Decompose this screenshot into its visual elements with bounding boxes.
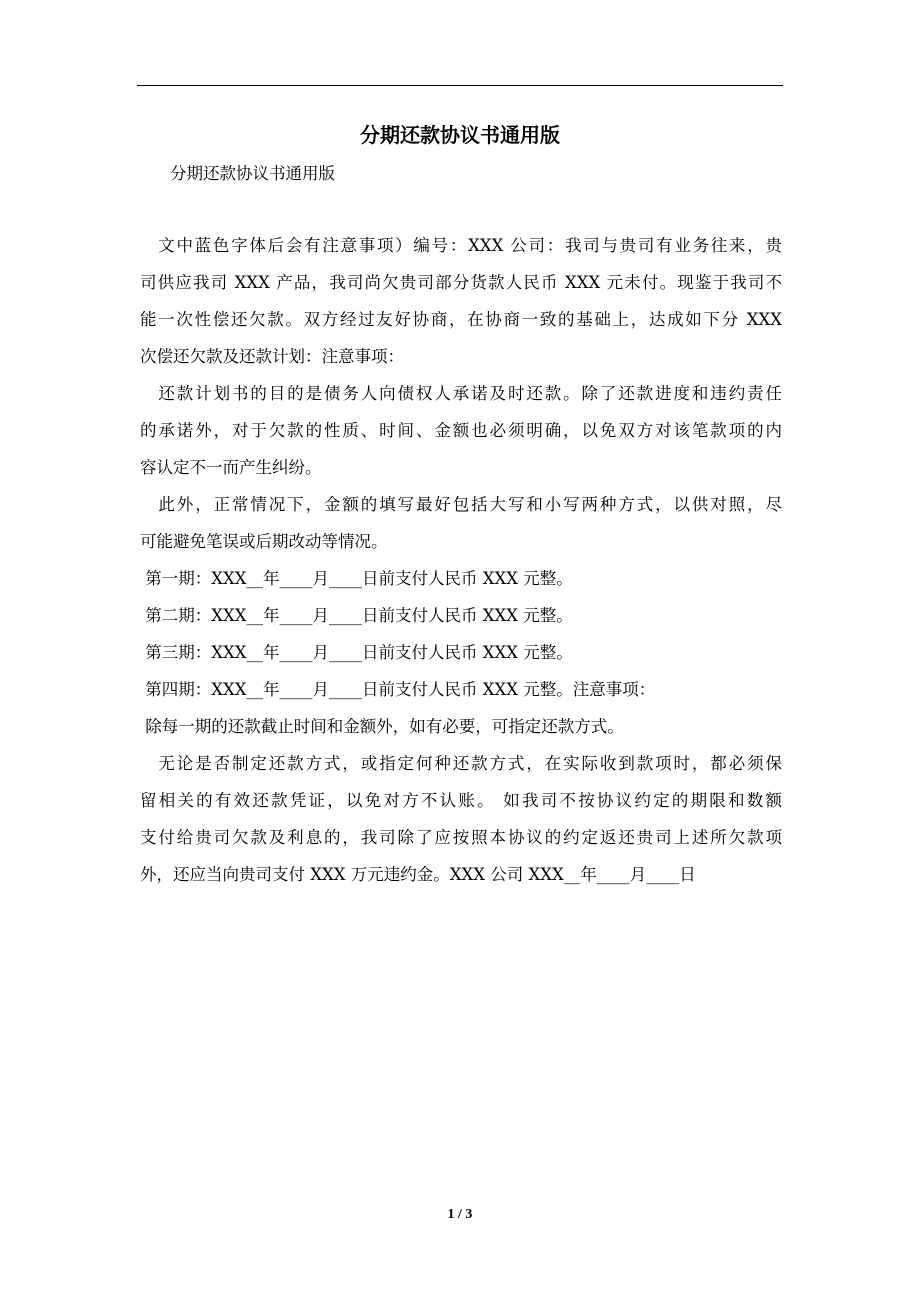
body-line: 还款计划书的目的是债务人向债权人承诺及时还款。除了还款进度和违约责任 [140,384,782,403]
document-body [140,227,782,893]
body-line: 支付给贵司欠款及利息的，我司除了应按照本协议的约定返还贵司上述所欠款项 [140,828,782,847]
page-number: 1 / 3 [447,1207,473,1222]
body-line: 容认定不一而产生纠纷。 [140,458,322,477]
body-line: 此外，正常情况下，金额的填写最好包括大写和小写两种方式，以供对照，尽 [140,495,782,514]
body-line: 文中蓝色字体后会有注意事项）编号：XXX 公司：我司与贵司有业务往来，贵 [140,236,782,255]
body-line: 第二期：XXX__年____月____日前支付人民币 XXX 元整。 [140,606,573,625]
document-title: 分期还款协议书通用版 [360,123,560,147]
body-line: 次偿还欠款及还款计划：注意事项： [140,347,404,366]
body-line: 第三期：XXX__年____月____日前支付人民币 XXX 元整。 [140,643,573,662]
body-line: 除每一期的还款截止时间和金额外，如有必要，可指定还款方式。 [140,717,624,736]
document-subtitle: 分期还款协议书通用版 [170,164,335,183]
body-line: 外，还应当向贵司支付 XXX 万元违约金。XXX 公司 XXX__年____月____日 [140,865,696,884]
body-line: 无论是否制定还款方式，或指定何种还款方式，在实际收到款项时，都必须保 [140,754,782,773]
body-line: 司供应我司 XXX 产品，我司尚欠贵司部分货款人民币 XXX 元未付。现鉴于我司不 [140,273,782,292]
header-rule [137,85,783,86]
body-line: 留相关的有效还款凭证，以免对方不认账。 如我司不按协议约定的期限和数额 [140,791,782,810]
body-line: 能一次性偿还欠款。双方经过友好协商，在协商一致的基础上，达成如下分 XXX [140,310,782,329]
body-line: 的承诺外，对于欠款的性质、时间、金额也必须明确，以免双方对该笔款项的内 [140,421,782,440]
body-line: 第一期：XXX__年____月____日前支付人民币 XXX 元整。 [140,569,573,588]
body-line: 第四期：XXX__年____月____日前支付人民币 XXX 元整。注意事项： [140,680,656,699]
body-line: 可能避免笔误或后期改动等情况。 [140,532,388,551]
